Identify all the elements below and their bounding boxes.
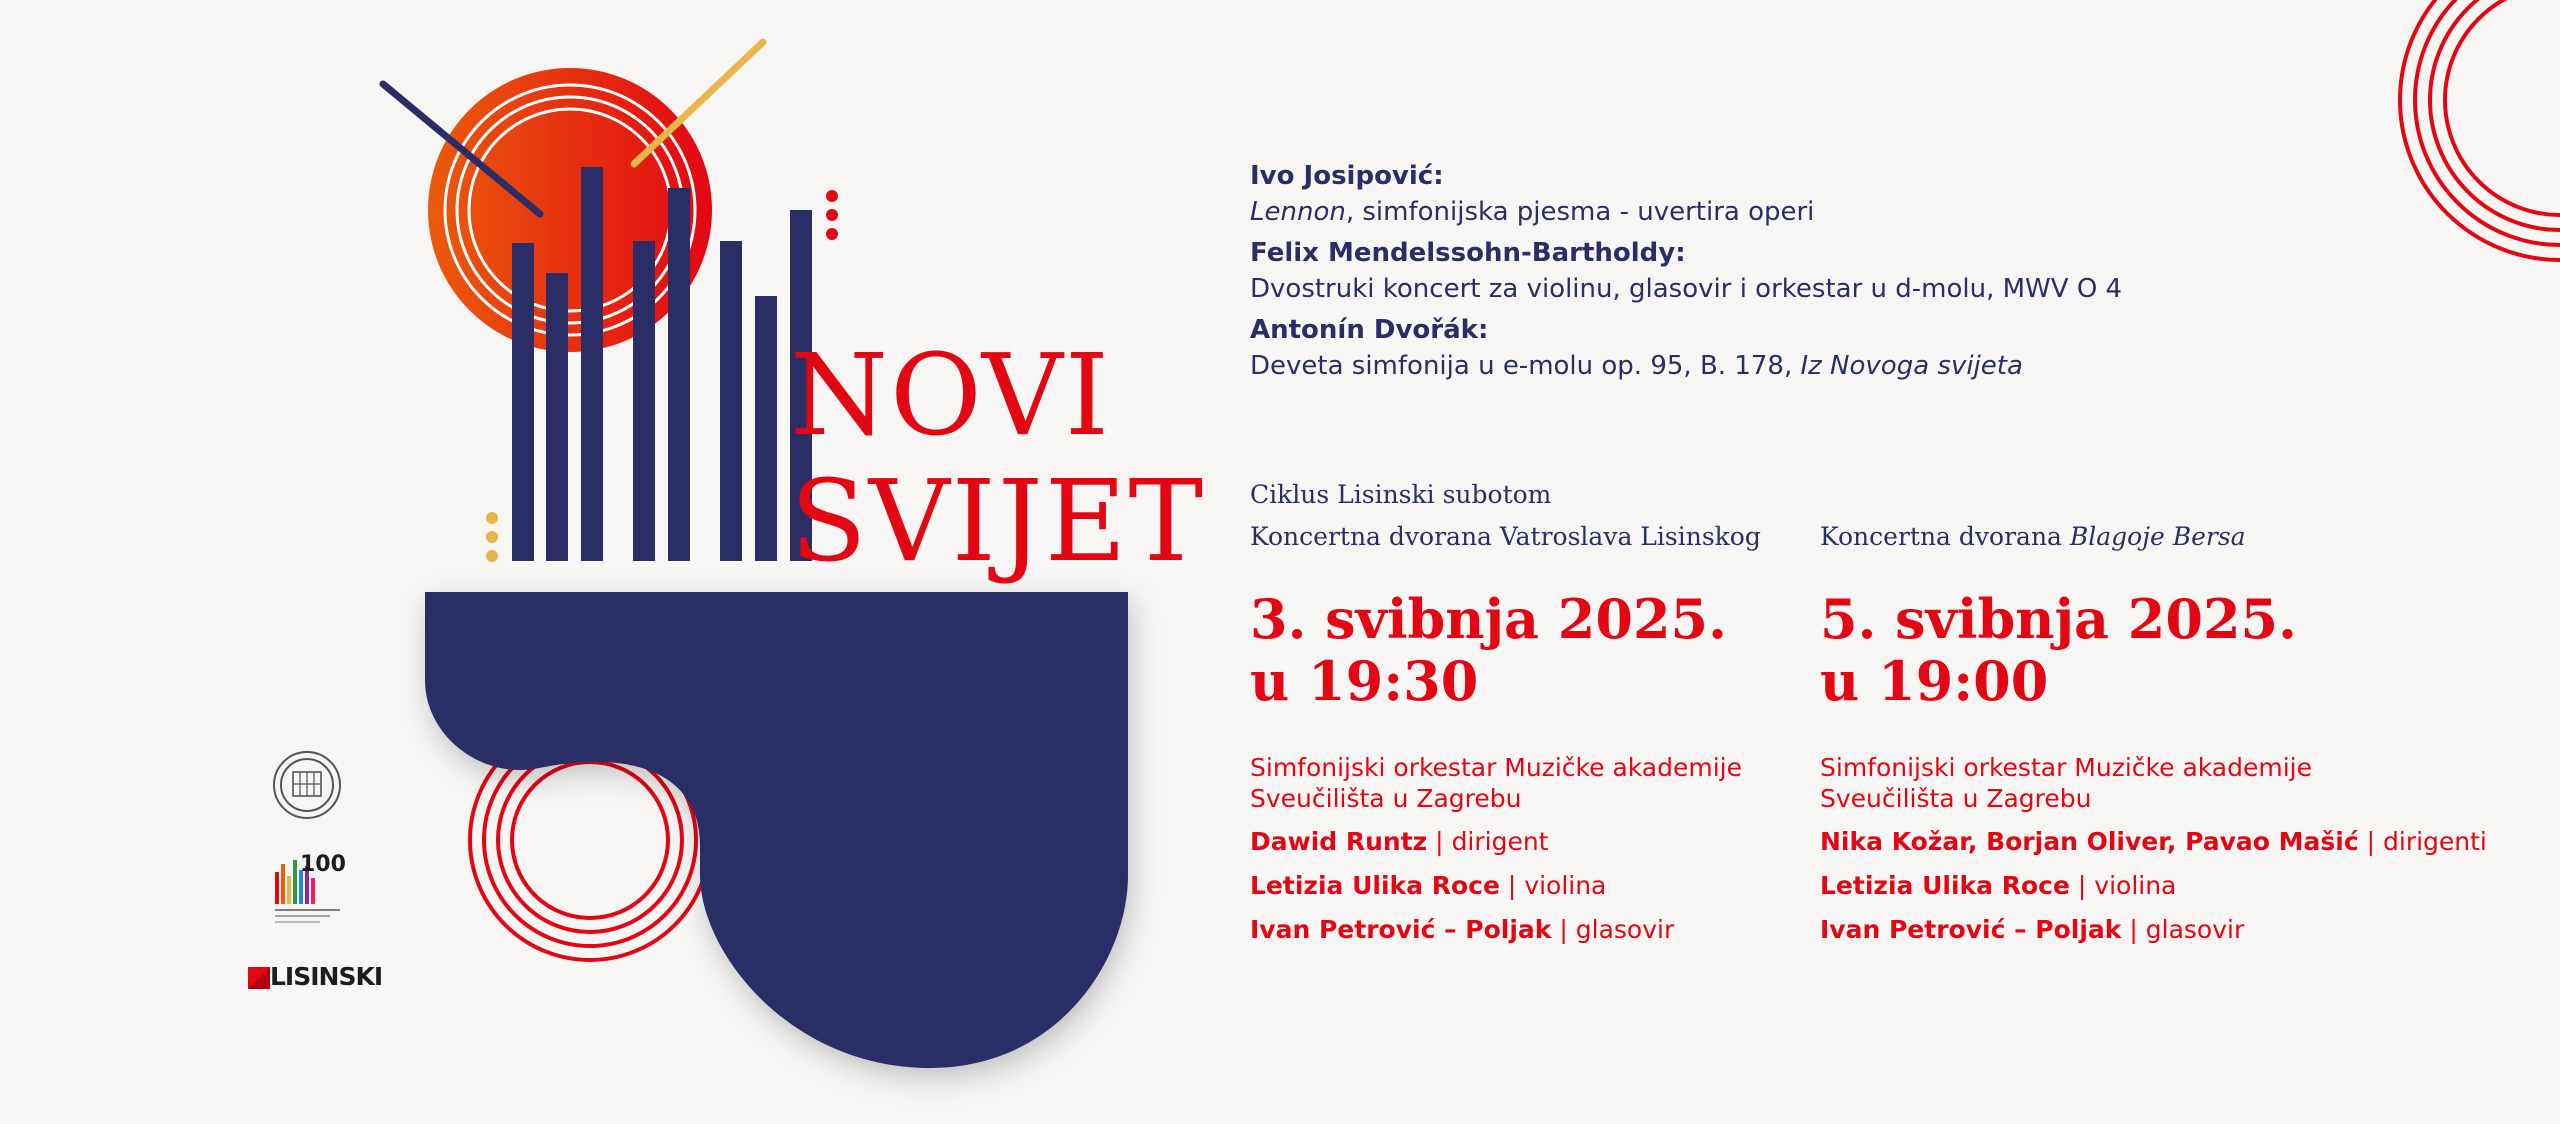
academy-anniversary-number: 100 bbox=[300, 852, 346, 877]
composer-name: Felix Mendelssohn-Bartholdy: bbox=[1250, 238, 1686, 268]
concert-date: 3. svibnja 2025. bbox=[1250, 587, 1727, 651]
corner-arcs-decoration bbox=[2400, 0, 2560, 260]
performers-list bbox=[1250, 752, 1790, 945]
title-line-1: NOVI bbox=[790, 331, 1111, 461]
performers-list bbox=[1820, 752, 2487, 945]
grand-piano-shape bbox=[425, 592, 1128, 1068]
performer-row: Letizia Ulika Roce | violina bbox=[1250, 871, 1607, 900]
work-title: Deveta simfonija u e-molu op. 95, B. 178, Iz Novoga svijeta bbox=[1250, 351, 2023, 381]
work-title: Dvostruki koncert za violinu, glasovir i orkestar u d-molu, MWV O 4 bbox=[1250, 274, 2123, 304]
program-item bbox=[1250, 235, 2122, 307]
red-dots-decoration bbox=[826, 190, 838, 240]
concert-time: u 19:00 bbox=[1820, 649, 2049, 713]
ensemble-name: Simfonijski orkestar Muzičke akademije Sveučilišta u Zagrebu bbox=[1820, 753, 2313, 813]
venue-name: Koncertna dvorana Blagoje Bersa bbox=[1820, 522, 2246, 551]
concert-block-2 bbox=[1820, 520, 2487, 958]
composer-name: Ivo Josipović: bbox=[1250, 161, 1444, 191]
program-list bbox=[1250, 158, 2122, 389]
lisinski-logo-icon bbox=[248, 967, 270, 989]
gold-dots-decoration bbox=[486, 512, 498, 562]
work-title: Lennon, simfonijska pjesma - uvertira operi bbox=[1250, 197, 1815, 227]
title-line-2: SVIJET bbox=[790, 457, 1206, 587]
composer-name: Antonín Dvořák: bbox=[1250, 315, 1489, 345]
venue-name: Koncertna dvorana Vatroslava Lisinskog bbox=[1250, 522, 1761, 551]
performer-row: Dawid Runtz | dirigent bbox=[1250, 827, 1549, 856]
program-item bbox=[1250, 312, 2122, 384]
concert-time: u 19:30 bbox=[1250, 649, 1479, 713]
program-item bbox=[1250, 158, 2122, 230]
ensemble-name: Simfonijski orkestar Muzičke akademije Sveučilišta u Zagrebu bbox=[1250, 753, 1743, 813]
performer-row: Ivan Petrović – Poljak | glasovir bbox=[1250, 915, 1675, 944]
university-seal-icon bbox=[274, 752, 340, 818]
concert-date: 5. svibnja 2025. bbox=[1820, 587, 2297, 651]
concert-block-1 bbox=[1250, 520, 1790, 958]
lisinski-logo-text: LISINSKI bbox=[270, 962, 383, 991]
cycle-label: Ciklus Lisinski subotom bbox=[1250, 480, 1552, 509]
performer-row: Nika Kožar, Borjan Oliver, Pavao Mašić | dirigenti bbox=[1820, 827, 2487, 856]
performer-row: Letizia Ulika Roce | violina bbox=[1820, 871, 2177, 900]
performer-row: Ivan Petrović – Poljak | glasovir bbox=[1820, 915, 2245, 944]
